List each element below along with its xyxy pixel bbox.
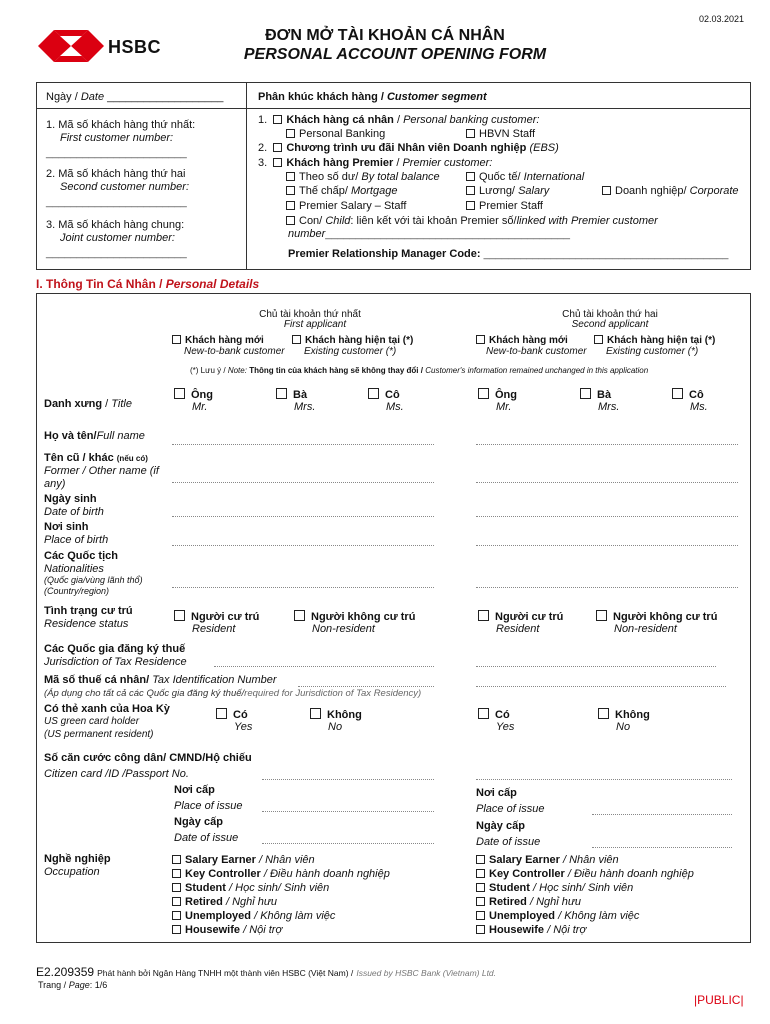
second-dob-field[interactable]: [476, 516, 738, 517]
rm-code-blank: ________________________________________: [483, 248, 729, 260]
checkbox[interactable]: [476, 897, 485, 906]
title-mr-vi: Ông: [191, 389, 213, 401]
second-title-mrs[interactable]: [580, 388, 619, 413]
seg3-opt4-vi: Lương/: [479, 185, 515, 197]
occ-2-vi: / Học sinh/ Sinh viên: [229, 882, 330, 894]
second-poi-label-en: Place of issue: [476, 803, 545, 815]
checkbox[interactable]: [476, 911, 485, 920]
seg3-opt8-blank: ________________________________________: [325, 228, 571, 240]
footer-code: E2.209359: [36, 965, 95, 979]
second-fullname-field[interactable]: [476, 444, 738, 445]
section1-title-en: Personal Details: [165, 277, 260, 291]
form-title-vi: ĐƠN MỞ TÀI KHOẢN CÁ NHÂN: [265, 27, 505, 44]
new-vi: Khách hàng mới: [185, 335, 264, 346]
checkbox[interactable]: [478, 708, 489, 719]
seg1-opt1-label: Personal Banking: [299, 128, 386, 140]
title-mr-en: Mr.: [192, 401, 208, 413]
yes-en: Yes: [234, 721, 253, 733]
resident-vi: Người cư trú: [191, 611, 260, 623]
first-doi-label-vi: Ngày cấp: [174, 816, 223, 828]
segment-title-en: Customer segment: [386, 91, 487, 103]
seg3-opt8-rest: : liên kết với tài khoản Premier số/: [350, 215, 517, 227]
seg3-opt6-label: Premier Salary – Staff: [299, 200, 407, 212]
nonresident-en: Non-resident: [312, 623, 375, 635]
segment-title: Phân khúc khách hàng / Customer segment: [258, 91, 487, 103]
occ-0-vi: / Nhân viên: [563, 854, 619, 866]
checkbox[interactable]: [368, 388, 379, 399]
first-occupation-retired[interactable]: [172, 895, 390, 909]
footer-page-number: [38, 980, 107, 990]
second-green-card-no[interactable]: [598, 708, 650, 733]
occupation-label-en: Occupation: [44, 866, 100, 878]
tax-jurisdiction-label-en: Jurisdiction of Tax Residence: [44, 656, 187, 668]
second-tax-jurisdiction-field[interactable]: [476, 666, 716, 667]
seg3-opt8-mid: Child: [325, 215, 351, 227]
checkbox[interactable]: [476, 869, 485, 878]
form-date-code: 02.03.2021: [698, 14, 744, 24]
customer-no-1-label-en: First customer number:: [60, 132, 174, 144]
seg1-opt-personal-banking[interactable]: [286, 128, 385, 140]
first-doi-label-en: Date of issue: [174, 832, 239, 844]
occ-0-en: Salary Earner: [489, 854, 560, 866]
seg3-opt5-en: Corporate: [689, 185, 739, 197]
second-poi-label-vi: Nơi cấp: [476, 787, 517, 799]
segment-title-vi: Phân khúc khách hàng: [258, 91, 378, 103]
no-en: No: [616, 721, 631, 733]
first-poi-label-en: Place of issue: [174, 800, 243, 812]
title-mrs-vi: Bà: [597, 389, 612, 401]
customer-no-3-field[interactable]: _______________________: [46, 247, 187, 259]
seg3-opt8-vi: Con/: [299, 215, 323, 227]
first-tin-field[interactable]: [298, 686, 434, 687]
formername-vi: Tên cũ / khác: [44, 452, 114, 464]
dob-label-en: Date of birth: [44, 506, 104, 518]
checkbox[interactable]: [310, 708, 321, 719]
second-occupation-student[interactable]: [476, 881, 694, 895]
second-pob-field[interactable]: [476, 545, 738, 546]
seg3-opt-premier-salary-staff[interactable]: [286, 200, 406, 212]
seg3-opt1-en: By total balance: [361, 171, 440, 183]
occ-5-vi: / Nội trợ: [243, 924, 283, 936]
green-card-label-en2: (US permanent resident): [44, 729, 154, 740]
first-pob-field[interactable]: [172, 545, 434, 546]
first-tax-jurisdiction-field[interactable]: [214, 666, 434, 667]
second-doi-label-vi: Ngày cấp: [476, 820, 525, 832]
footer-page-no: : 1/6: [89, 980, 108, 990]
checkbox[interactable]: [466, 129, 475, 138]
no-en: No: [328, 721, 343, 733]
section1-title-vi: I. Thông Tin Cá Nhân /: [36, 277, 163, 291]
footer-page-vi: Trang /: [38, 980, 67, 990]
title-label: Danh xưng / Title: [44, 398, 132, 410]
checkbox[interactable]: [292, 335, 301, 344]
tin-label: [44, 674, 277, 686]
seg2-checkbox[interactable]: [273, 143, 282, 152]
date-label-en: Date: [80, 91, 105, 103]
nonresident-vi: Người không cư trú: [613, 611, 718, 623]
first-former-name-field[interactable]: [172, 482, 434, 483]
yes-en: Yes: [496, 721, 515, 733]
title-ms-en: Ms.: [690, 401, 708, 413]
rm-code-label: Premier Relationship Manager Code:: [288, 248, 481, 260]
footer-issued-by: [36, 965, 496, 979]
seg1-opt-hbvn-staff[interactable]: [466, 128, 535, 140]
seg3-num: 3.: [258, 157, 268, 169]
former-name-label-en2: any): [44, 478, 66, 490]
resident-en: Resident: [192, 623, 236, 635]
customer-no-2-field[interactable]: _______________________: [46, 196, 187, 208]
seg3-opt5-vi: Doanh nghiệp/: [615, 185, 687, 197]
form-title-en: PERSONAL ACCOUNT OPENING FORM: [243, 46, 547, 63]
existing-en: Existing customer (*): [304, 346, 397, 357]
no-vi: Không: [615, 709, 650, 721]
first-existing-customer-option[interactable]: [292, 335, 413, 357]
first-green-card-no[interactable]: [310, 708, 362, 733]
occ-5-vi: / Nội trợ: [547, 924, 587, 936]
second-id-field[interactable]: [476, 779, 732, 780]
second-nationality-field[interactable]: [476, 587, 738, 588]
note-label: Note:: [227, 366, 247, 375]
checkbox[interactable]: [672, 388, 683, 399]
footer-issued-vi: Phát hành bởi Ngân Hàng TNHH một thành viên HSBC (Việt Nam) /: [97, 968, 354, 978]
new-en: New-to-bank customer: [486, 346, 587, 357]
title-mr-en: Mr.: [496, 401, 512, 413]
occ-1-vi: / Điều hành doanh nghiệp: [567, 868, 694, 880]
second-former-name-field[interactable]: [476, 482, 738, 483]
seg3-checkbox[interactable]: [273, 158, 282, 167]
occ-2-vi: / Học sinh/ Sinh viên: [533, 882, 634, 894]
checkbox[interactable]: [286, 201, 295, 210]
first-poi-label-vi: Nơi cấp: [174, 784, 215, 796]
checkbox[interactable]: [286, 186, 295, 195]
first-dob-field[interactable]: [172, 516, 434, 517]
second-title-ms[interactable]: [672, 388, 708, 413]
seg2-num: 2.: [258, 142, 268, 154]
fullname-vi: Họ và tên/: [44, 430, 97, 442]
second-doi-label-en: Date of issue: [476, 836, 541, 848]
pob-label-vi: Nơi sinh: [44, 521, 89, 533]
nationality-label-en: Nationalities: [44, 563, 104, 575]
occ-2-en: Student: [489, 882, 530, 894]
seg3-opt-total-balance[interactable]: [286, 171, 440, 183]
rm-code-field[interactable]: [288, 248, 728, 260]
first-title-mr[interactable]: [174, 388, 213, 413]
tin-vi: Mã số thuế cá nhân/: [44, 674, 150, 686]
top-box-header-line: [36, 108, 751, 109]
checkbox[interactable]: [174, 610, 185, 621]
second-occupation-retired[interactable]: [476, 895, 694, 909]
resident-vi: Người cư trú: [495, 611, 564, 623]
checkbox[interactable]: [172, 897, 181, 906]
second-resident-option[interactable]: [478, 610, 563, 635]
occ-5-en: Housewife: [185, 924, 241, 936]
first-occupation-unemployed[interactable]: [172, 909, 390, 923]
first-title-ms[interactable]: [368, 388, 404, 413]
first-resident-option[interactable]: [174, 610, 259, 635]
occ-3-vi: / Nghỉ hưu: [225, 896, 277, 908]
first-green-card-yes[interactable]: [216, 708, 252, 733]
checkbox[interactable]: [276, 388, 287, 399]
seg3-opt8-en: linked with Premier customer: [516, 215, 658, 227]
footer-page-en: Page: [68, 980, 90, 990]
first-nationality-field[interactable]: [172, 587, 434, 588]
tin-en: Tax Identification Number: [152, 674, 277, 686]
occ-0-en: Salary Earner: [185, 854, 256, 866]
seg3-opt2-vi: Quốc tế/: [479, 171, 521, 183]
seg1-checkbox[interactable]: [273, 115, 282, 124]
checkbox[interactable]: [286, 129, 295, 138]
title-mr-vi: Ông: [495, 389, 517, 401]
resident-en: Resident: [496, 623, 540, 635]
second-existing-customer-option[interactable]: [594, 335, 715, 357]
occ-5-en: Housewife: [489, 924, 545, 936]
second-title-mr[interactable]: [478, 388, 517, 413]
title-ms-en: Ms.: [386, 401, 404, 413]
checkbox[interactable]: [172, 855, 181, 864]
checkbox[interactable]: [596, 610, 607, 621]
date-field[interactable]: Ngày / Date ___________________: [46, 91, 224, 103]
checkbox[interactable]: [476, 855, 485, 864]
title-vi: Danh xưng: [44, 398, 103, 410]
first-nonresident-option[interactable]: [294, 610, 415, 635]
checkbox[interactable]: [466, 201, 475, 210]
first-poi-field[interactable]: [262, 811, 434, 812]
classification-label: |PUBLIC|: [694, 993, 744, 1007]
no-vi: Không: [327, 709, 362, 721]
second-tin-field[interactable]: [476, 686, 726, 687]
customer-no-3-label-en: Joint customer number:: [60, 232, 175, 244]
nationality-sub2: (Country/region): [44, 586, 110, 596]
former-name-label-en1: Former / Other name (if: [44, 465, 159, 477]
seg3-opt3-vi: Thế chấp/: [299, 185, 348, 197]
second-green-card-yes[interactable]: [478, 708, 514, 733]
first-fullname-field[interactable]: [172, 444, 434, 445]
checkbox[interactable]: [476, 883, 485, 892]
seg3-opt8-number-label: number: [288, 228, 326, 240]
checkbox[interactable]: [172, 911, 181, 920]
customer-no-1-field[interactable]: _______________________: [46, 147, 187, 159]
occ-0-vi: / Nhân viên: [259, 854, 315, 866]
note-vi: Thông tin của khách hàng sẽ không thay đổi /: [249, 366, 423, 375]
occ-4-en: Unemployed: [489, 910, 556, 922]
segment-personal: 1. Khách hàng cá nhân / Personal banking customer:: [258, 114, 540, 126]
second-doi-field[interactable]: [592, 847, 732, 848]
id-label-en: Citizen card /ID /Passport No.: [44, 768, 189, 780]
dob-label-vi: Ngày sinh: [44, 493, 97, 505]
tin-note: [44, 688, 421, 699]
first-occupation-key-controller[interactable]: [172, 867, 390, 881]
first-occupation-list: [172, 853, 390, 937]
customer-info-note: [190, 366, 648, 375]
occ-3-en: Retired: [489, 896, 527, 908]
seg3-en: Premier customer:: [402, 157, 493, 169]
checkbox[interactable]: [476, 335, 485, 344]
seg3-opt-premier-staff[interactable]: [466, 200, 543, 212]
checkbox[interactable]: [598, 708, 609, 719]
second-occupation-key-controller[interactable]: [476, 867, 694, 881]
seg3-vi: Khách hàng Premier: [286, 157, 394, 169]
first-title-mrs[interactable]: [276, 388, 315, 413]
checkbox[interactable]: [580, 388, 591, 399]
seg3-opt-international[interactable]: [466, 171, 584, 183]
occ-2-en: Student: [185, 882, 226, 894]
section-personal-details-title: [36, 277, 259, 291]
existing-vi: Khách hàng hiện tại (*): [607, 335, 716, 346]
seg2-en: (EBS): [529, 142, 559, 154]
checkbox[interactable]: [466, 186, 475, 195]
existing-en: Existing customer (*): [606, 346, 699, 357]
checkbox[interactable]: [286, 172, 295, 181]
customer-no-2-label-en: Second customer number:: [60, 181, 190, 193]
checkbox[interactable]: [294, 610, 305, 621]
checkbox[interactable]: [286, 216, 295, 225]
first-applicant-vi: Chủ tài khoản thứ nhất: [259, 309, 361, 320]
seg3-opt-child[interactable]: [286, 215, 658, 227]
yes-vi: Có: [495, 709, 510, 721]
residence-label-en: Residence status: [44, 618, 129, 630]
title-mrs-en: Mrs.: [294, 401, 316, 413]
first-id-field[interactable]: [262, 779, 434, 780]
customer-no-3-label: 3. Mã số khách hàng chung:: [46, 219, 185, 231]
nationality-label-vi: Các Quốc tịch: [44, 550, 118, 562]
checkbox[interactable]: [172, 883, 181, 892]
existing-vi: Khách hàng hiện tại (*): [305, 335, 414, 346]
seg1-vi: Khách hàng cá nhân: [286, 114, 394, 126]
seg1-num: 1.: [258, 114, 268, 126]
checkbox[interactable]: [602, 186, 611, 195]
checkbox[interactable]: [476, 925, 485, 934]
first-applicant-en: First applicant: [283, 319, 347, 330]
seg3-opt4-en: Salary: [518, 185, 550, 197]
top-box-divider: [246, 82, 247, 270]
nationality-sub1: (Quốc gia/vùng lãnh thổ): [44, 575, 143, 585]
checkbox[interactable]: [172, 869, 181, 878]
segment-ebs: [258, 142, 559, 154]
title-en: Title: [111, 398, 132, 410]
nonresident-vi: Người không cư trú: [311, 611, 416, 623]
green-card-label-en1: US green card holder: [44, 716, 140, 727]
seg3-opt2-en: International: [523, 171, 585, 183]
second-occupation-list: [476, 853, 694, 937]
title-ms-vi: Cô: [385, 389, 400, 401]
second-occupation-salary-earner[interactable]: [476, 853, 694, 867]
seg3-opt-mortgage[interactable]: [286, 185, 397, 197]
occ-1-vi: / Điều hành doanh nghiệp: [263, 868, 390, 880]
first-doi-field[interactable]: [262, 843, 434, 844]
title-ms-vi: Cô: [689, 389, 704, 401]
occ-4-en: Unemployed: [185, 910, 252, 922]
segment-premier: 3. Khách hàng Premier / Premier customer:: [258, 157, 493, 169]
occ-4-vi: / Không làm việc: [558, 910, 640, 922]
formername-note: (nếu có): [116, 454, 148, 463]
occ-3-en: Retired: [185, 896, 223, 908]
note-prefix: (*) Lưu ý /: [190, 366, 226, 375]
pob-label-en: Place of birth: [44, 534, 109, 546]
yes-vi: Có: [233, 709, 248, 721]
former-name-label: [44, 452, 148, 464]
second-new-customer-option[interactable]: [476, 335, 587, 357]
second-applicant-en: Second applicant: [571, 319, 649, 330]
occupation-label-vi: Nghề nghiệp: [44, 853, 111, 865]
seg1-en: Personal banking customer:: [403, 114, 540, 126]
tin-note-en: required for Jurisdiction of Tax Residency): [244, 688, 422, 699]
id-label-vi: Số căn cước công dân/ CMND/Hộ chiếu: [44, 752, 252, 764]
customer-no-2-label: 2. Mã số khách hàng thứ hai: [46, 168, 186, 180]
date-blank: ___________________: [107, 91, 224, 103]
fullname-label: [44, 430, 145, 442]
customer-no-1-label: 1. Mã số khách hàng thứ nhất:: [46, 119, 196, 131]
fullname-en: Full name: [96, 430, 145, 442]
checkbox[interactable]: [478, 388, 489, 399]
seg1-opt2-label: HBVN Staff: [479, 128, 536, 140]
seg3-opt3-en: Mortgage: [350, 185, 398, 197]
checkbox[interactable]: [172, 335, 181, 344]
nonresident-en: Non-resident: [614, 623, 677, 635]
residence-label-vi: Tình trạng cư trú: [44, 605, 133, 617]
checkbox[interactable]: [174, 388, 185, 399]
new-en: New-to-bank customer: [184, 346, 285, 357]
tin-note-vi: (Áp dụng cho tất cả các Quốc gia đăng ký thuế/: [44, 688, 245, 699]
second-applicant-vi: Chủ tài khoản thứ hai: [562, 309, 658, 320]
second-occupation-unemployed[interactable]: [476, 909, 694, 923]
seg3-opt-salary[interactable]: [466, 185, 549, 197]
occ-1-en: Key Controller: [489, 868, 565, 880]
footer-issued-en: Issued by HSBC Bank (Vietnam) Ltd.: [356, 968, 497, 978]
checkbox[interactable]: [478, 610, 489, 621]
note-en: Customer's information remained unchanged in this application: [425, 366, 649, 375]
date-label-vi: Ngày: [46, 91, 72, 103]
seg3-opt1-vi: Theo số dư/: [299, 171, 359, 183]
hsbc-logo-text: HSBC: [108, 37, 162, 57]
tax-jurisdiction-label-vi: Các Quốc gia đăng ký thuế: [44, 643, 186, 655]
occ-1-en: Key Controller: [185, 868, 261, 880]
occ-4-vi: / Không làm việc: [254, 910, 336, 922]
checkbox[interactable]: [216, 708, 227, 719]
title-mrs-en: Mrs.: [598, 401, 620, 413]
checkbox[interactable]: [466, 172, 475, 181]
checkbox[interactable]: [172, 925, 181, 934]
seg3-child-number-field[interactable]: [288, 228, 570, 240]
first-occupation-housewife[interactable]: [172, 923, 390, 937]
first-occupation-student[interactable]: [172, 881, 390, 895]
title-mrs-vi: Bà: [293, 389, 308, 401]
seg3-opt-corporate[interactable]: [602, 185, 739, 197]
first-occupation-salary-earner[interactable]: [172, 853, 390, 867]
green-card-label-vi: Có thẻ xanh của Hoa Kỳ: [44, 703, 170, 715]
first-new-customer-option[interactable]: [172, 335, 285, 357]
second-occupation-housewife[interactable]: [476, 923, 694, 937]
new-vi: Khách hàng mới: [489, 335, 568, 346]
seg2-vi: Chương trình ưu đãi Nhân viên Doanh nghiệp: [286, 142, 527, 154]
occ-3-vi: / Nghỉ hưu: [529, 896, 581, 908]
second-poi-field[interactable]: [592, 814, 732, 815]
seg3-opt7-label: Premier Staff: [479, 200, 543, 212]
checkbox[interactable]: [594, 335, 603, 344]
second-nonresident-option[interactable]: [596, 610, 717, 635]
